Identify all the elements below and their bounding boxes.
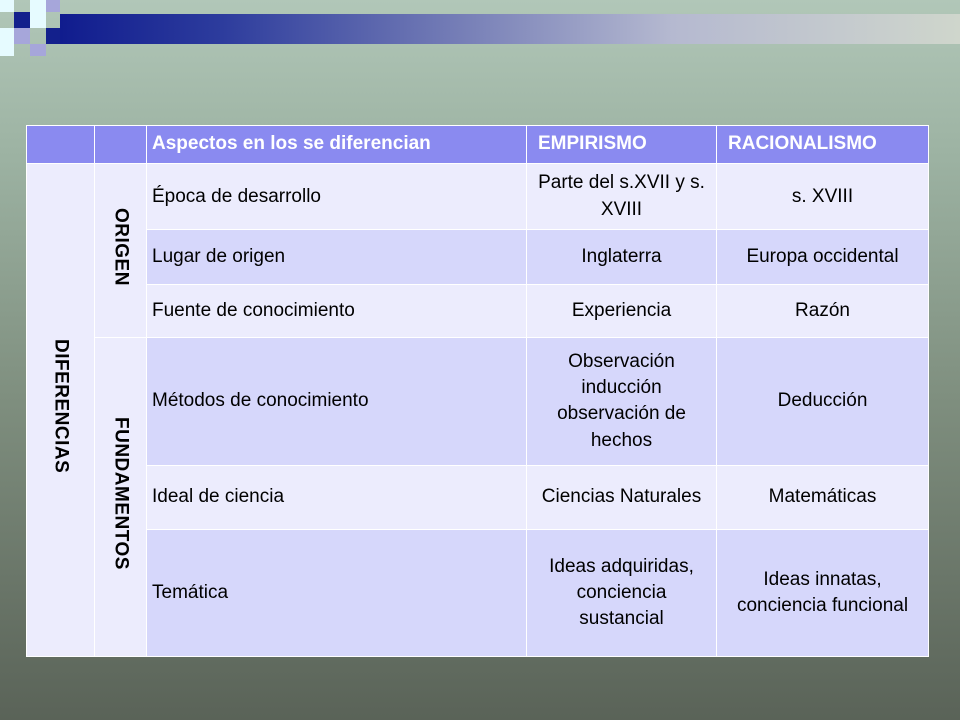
decor-square xyxy=(46,0,60,12)
empirismo-cell: Parte del s.XVII y s. XVIII xyxy=(527,164,717,230)
decor-square xyxy=(30,12,46,28)
aspect-cell: Ideal de ciencia xyxy=(147,465,527,529)
empirismo-cell: Observación inducción observación de hechos xyxy=(527,338,717,465)
decor-square xyxy=(0,44,14,56)
header-empirismo: EMPIRISMO xyxy=(527,126,717,164)
group-label-cell xyxy=(27,164,95,657)
section-label-cell xyxy=(95,338,147,657)
empirismo-cell: Experiencia xyxy=(527,285,717,338)
table-row xyxy=(27,285,929,338)
title-bar-gradient xyxy=(60,14,960,44)
decor-square xyxy=(30,44,46,56)
decor-square xyxy=(14,12,30,28)
header-blank-cell xyxy=(27,126,95,164)
racionalismo-cell: Europa occidental xyxy=(717,230,929,285)
header-blank-cell xyxy=(95,126,147,164)
aspect-cell: Lugar de origen xyxy=(147,230,527,285)
header-aspect: Aspectos en los se diferencian xyxy=(147,126,527,164)
racionalismo-cell: Ideas innatas, conciencia funcional xyxy=(717,529,929,656)
decor-square xyxy=(0,28,14,44)
aspect-cell: Época de desarrollo xyxy=(147,164,527,230)
racionalismo-cell: s. XVIII xyxy=(717,164,929,230)
section-label-cell xyxy=(95,164,147,338)
comparison-table xyxy=(26,125,929,657)
empirismo-cell: Inglaterra xyxy=(527,230,717,285)
section-label-fundamentos: FUNDAMENTOS xyxy=(110,416,132,570)
racionalismo-cell: Deducción xyxy=(717,338,929,465)
empirismo-cell: Ciencias Naturales xyxy=(527,465,717,529)
table-row xyxy=(27,230,929,285)
racionalismo-cell: Razón xyxy=(717,285,929,338)
table-row xyxy=(27,164,929,230)
empirismo-cell: Ideas adquiridas, conciencia sustancial xyxy=(527,529,717,656)
aspect-cell: Métodos de conocimiento xyxy=(147,338,527,465)
header-racionalismo: RACIONALISMO xyxy=(717,126,929,164)
racionalismo-cell: Matemáticas xyxy=(717,465,929,529)
decor-square xyxy=(30,0,46,12)
decor-square xyxy=(46,28,60,44)
table-row xyxy=(27,338,929,465)
group-label: DIFERENCIAS xyxy=(50,338,72,474)
decor-square xyxy=(0,0,14,12)
table-row xyxy=(27,465,929,529)
aspect-cell: Temática xyxy=(147,529,527,656)
decor-square xyxy=(14,28,30,44)
aspect-cell: Fuente de conocimiento xyxy=(147,285,527,338)
table-header-row xyxy=(27,126,929,164)
table-row xyxy=(27,529,929,656)
section-label-origen: ORIGEN xyxy=(110,207,132,286)
